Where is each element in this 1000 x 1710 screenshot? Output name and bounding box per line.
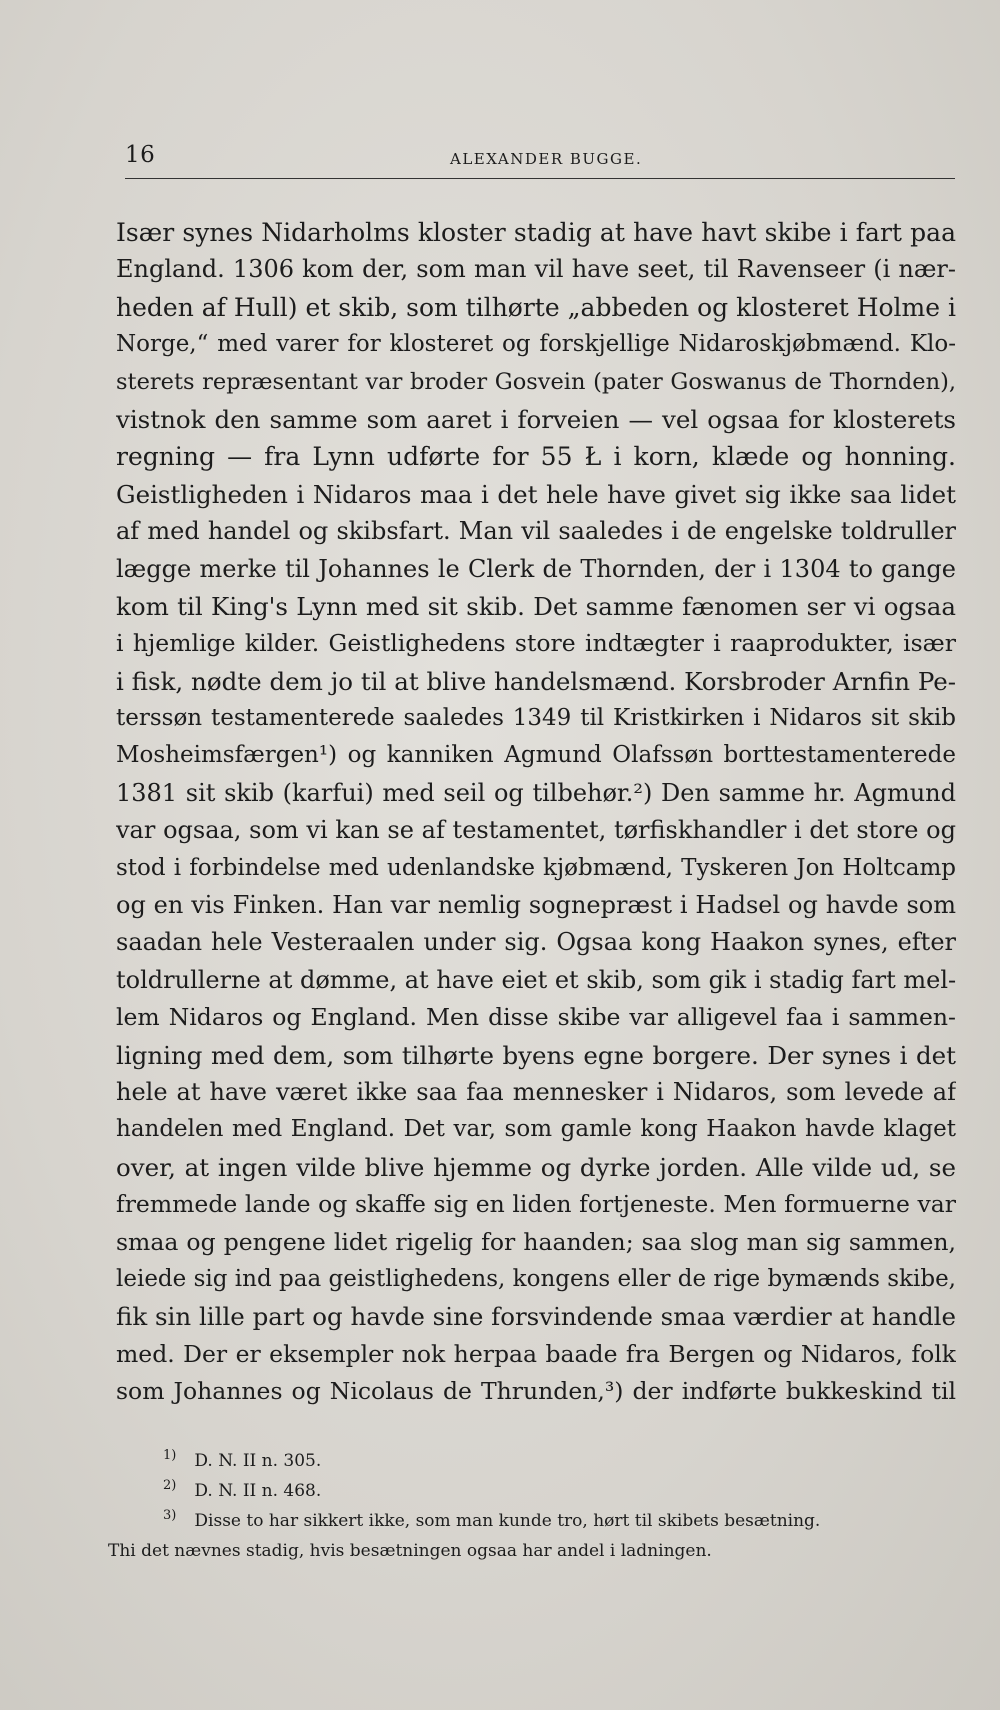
text-line: lem Nidaros og England. Men disse skibe var alligevel faa i sammen- <box>116 1003 956 1032</box>
body-text <box>116 214 956 1411</box>
footnote-text: Thi det nævnes stadig, hvis besætningen ogsaa har andel i ladningen. <box>108 1541 712 1561</box>
text-line: fremmede lande og skaffe sig en liden fortjeneste. Men formuerne var <box>116 1190 956 1219</box>
text-line: som Johannes og Nicolaus de Thrunden,³) der indførte bukkeskind til <box>116 1377 956 1406</box>
text-line: af med handel og skibsfart. Man vil saaledes i de engelske toldruller <box>116 517 956 546</box>
text-line: smaa og pengene lidet rigelig for haanden; saa slog man sig sammen, <box>116 1227 956 1256</box>
text-line: var ogsaa, som vi kan se af testamentet, tørfiskhandler i det store og <box>116 816 956 845</box>
footnote: 3) Disse to har sikkert ikke, som man kunde tro, hørt til skibets besætning. <box>163 1508 821 1531</box>
text-line: leiede sig ind paa geistlighedens, kongens eller de rige bymænds skibe, <box>116 1265 956 1292</box>
text-line: i fisk, nødte dem jo til at blive handelsmænd. Korsbroder Arnfin Pe- <box>116 666 956 696</box>
text-line: England. 1306 kom der, som man vil have seet, til Ravenseer (i nær- <box>116 255 956 284</box>
text-line: kom til King's Lynn med sit skib. Det samme fænomen ser vi ogsaa <box>116 591 956 621</box>
text-line: toldrullerne at dømme, at have eiet et skib, som gik i stadig fart mel- <box>116 965 956 994</box>
text-line: handelen med England. Det var, som gamle kong Haakon havde klaget <box>116 1116 956 1143</box>
text-line: med. Der er eksempler nok herpaa baade fra Bergen og Nidaros, folk <box>116 1339 956 1368</box>
page-number: 16 <box>125 142 156 168</box>
text-line: hele at have været ikke saa faa mennesker i Nidaros, som levede af <box>116 1077 956 1106</box>
footnote-text: D. N. II n. 305. <box>194 1451 322 1471</box>
text-line: i hjemlige kilder. Geistlighedens store indtægter i raaprodukter, især <box>116 629 956 658</box>
text-line: 1381 sit skib (karfui) med seil og tilbehør.²) Den samme hr. Agmund <box>116 778 956 807</box>
footnote-continuation <box>108 1536 956 1566</box>
text-line: Norge,“ med varer for klosteret og forskjellige Nidaroskjøbmænd. Klo- <box>116 331 956 358</box>
text-line: Især synes Nidarholms kloster stadig at have havt skibe i fart paa <box>116 218 956 247</box>
text-line: Geistligheden i Nidaros maa i det hele have givet sig ikke saa lidet <box>116 479 956 509</box>
text-line: fik sin lille part og havde sine forsvindende smaa værdier at handle <box>116 1302 956 1332</box>
text-line: og en vis Finken. Han var nemlig sognepræst i Hadsel og havde som <box>116 891 956 920</box>
text-line: over, at ingen vilde blive hjemme og dyrke jorden. Alle vilde ud, se <box>116 1152 956 1182</box>
footnote-text: Disse to har sikkert ikke, som man kunde tro, hørt til skibets besætning. <box>194 1511 821 1531</box>
text-line: Mosheimsfærgen¹) og kanniken Agmund Olafssøn borttestamenterede <box>116 742 956 769</box>
footnote: 1) D. N. II n. 305. <box>163 1448 322 1471</box>
text-line: stod i forbindelse med udenlandske kjøbmænd, Tyskeren Jon Holtcamp <box>116 854 956 881</box>
text-line: heden af Hull) et skib, som tilhørte „abbeden og klosteret Holme i <box>116 292 956 322</box>
page-header <box>125 138 955 179</box>
text-line: saadan hele Vesteraalen under sig. Ogsaa kong Haakon synes, efter <box>116 928 956 957</box>
footnote: 2) D. N. II n. 468. <box>163 1478 322 1501</box>
footnote-text: D. N. II n. 468. <box>194 1481 322 1501</box>
running-head: ALEXANDER BUGGE. <box>450 150 643 168</box>
text-line: lægge merke til Johannes le Clerk de Thornden, der i 1304 to gange <box>116 554 956 583</box>
footnotes <box>108 1446 956 1566</box>
text-line: terssøn testamenterede saaledes 1349 til Kristkirken i Nidaros sit skib <box>116 705 956 732</box>
text-line: vistnok den samme som aaret i forveien — vel ogsaa for klosterets <box>116 404 956 434</box>
text-line: regning — fra Lynn udførte for 55 Ł i korn, klæde og honning. <box>116 442 956 472</box>
text-line: sterets repræsentant var broder Gosvein (pater Goswanus de Thornden), <box>116 368 956 395</box>
text-line: ligning med dem, som tilhørte byens egne borgere. Der synes i det <box>116 1040 956 1070</box>
